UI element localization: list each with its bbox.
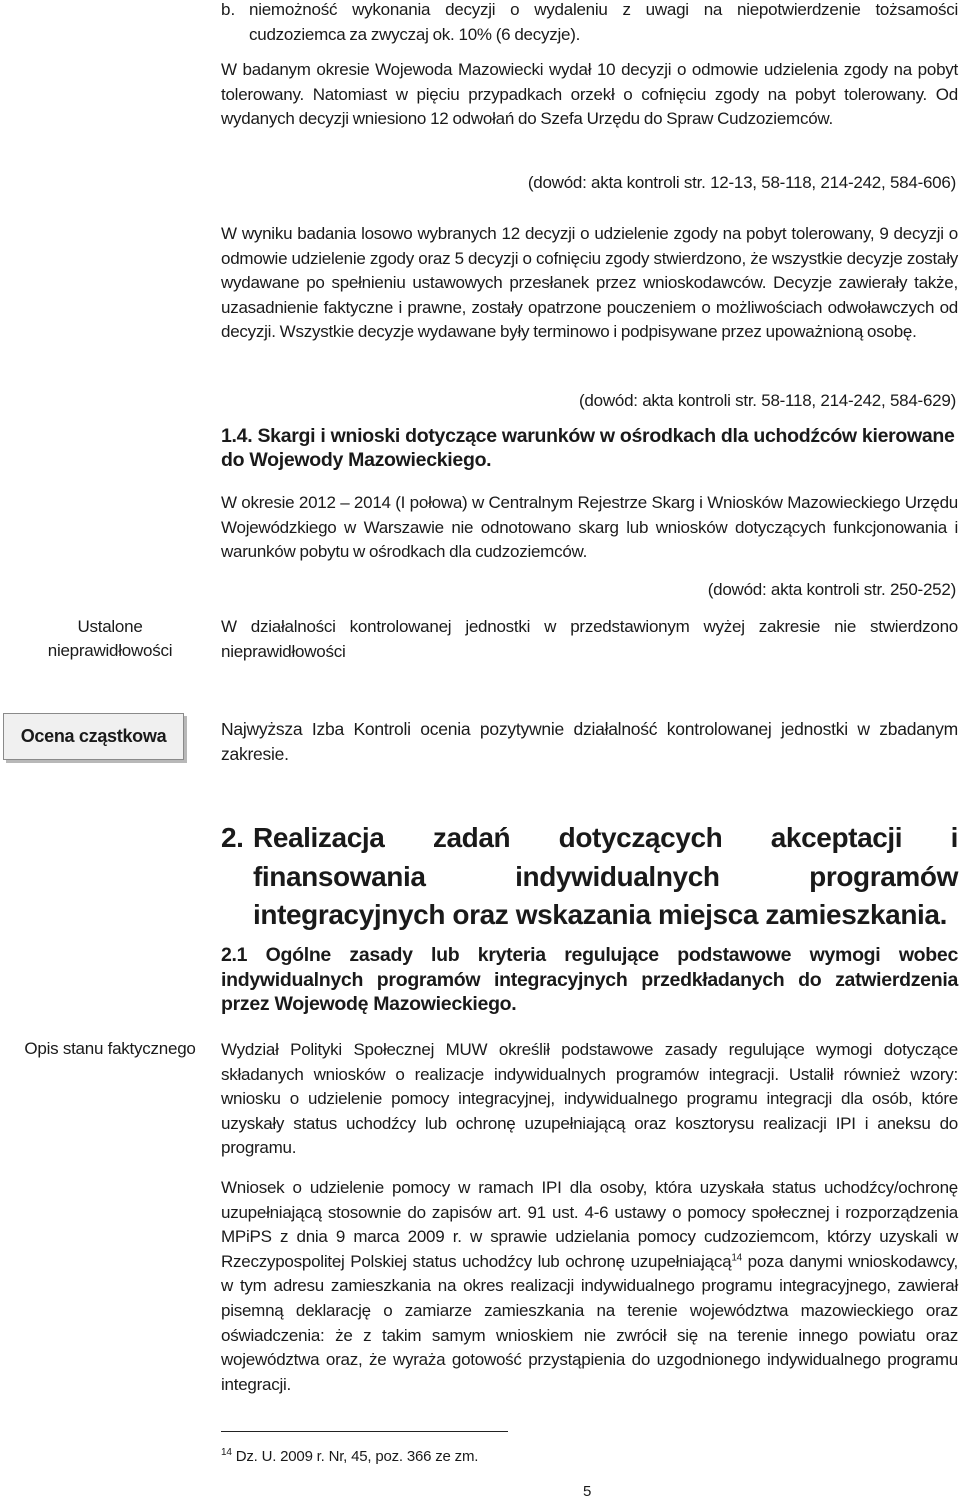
list-item-text: niemożność wykonania decyzji o wydaleniu z uwagi na niepotwierdzenie tożsamości cudzoziemca za zwyczaj ok. 10% (6 decyzje). [249,0,958,44]
footnote-text: Dz. U. 2009 r. Nr, 45, poz. 366 ze zm. [231,1448,479,1465]
side-label-facts: Opis stanu faktycznego [24,1039,196,1058]
list-marker: b. [221,0,236,19]
subsection-heading-2-1: 2.1 Ogólne zasady lub kryteria regulujące podstawowe wymogi wobec indywidualnych programów integracyjnych przedkładanych do zatwierdzenia przez Wojewodę Mazowieckiego. [221,944,958,1015]
paragraph-application [221,1176,958,1397]
paragraph-refusals: W badanym okresie Wojewoda Mazowiecki wydał 10 decyzji o odmowie udzielenia zgody na pobyt tolerowany. Natomiast w pięciu przypadkach orzekł o cofnięciu zgody na pobyt tolerowany. Od wydanych decyzji wniesiono 12 odwołań do Szefa Urzędu do Spraw Cudzoziemców. [221,60,958,128]
section-heading-2 [221,819,958,935]
list-item-b [221,0,958,47]
footnote-marker: 14 [221,1447,232,1458]
assessment-text: Najwyższa Izba Kontroli ocenia pozytywnie działalność kontrolowanej jednostki w zbadanym zakresie. [221,719,958,764]
paragraph-complaints: W okresie 2012 – 2014 (I połowa) w Centralnym Rejestrze Skarg i Wniosków Mazowieckiego Urzędu Wojewódzkiego w Warszawie nie odnotowano skarg lub wniosków dotyczących funkcjonowania i warunków pobytu w ośrodkach dla cudzoziemców. [221,493,958,561]
evidence-reference: (dowód: akta kontroli str. 12-13, 58-118, 214-242, 584-606) [527,173,956,192]
paragraph-text: Wniosek o udzielenie pomocy w ramach IPI dla osoby, która uzyskała status uchodźcy/ochronę uzupełniającą stosownie do zapisów art. 91 ust. 4-6 ustawy o pomocy społecznej i rozporządzenia MPiPS z dnia 9 marca 2009 r. w sprawie udzielania pomocy cudzoziemcom, którzy uzyskali w Rzeczypospolitej Polskiej status uchodźcy lub ochronę uzupełniającą [221,1178,958,1271]
assessment-label-box: Ocena cząstkowa [3,713,184,760]
paragraph-rules: Wydział Polityki Społecznej MUW określił podstawowe zasady regulujące wymogi dotyczące składanych wniosków o realizacje indywidualnych programów integracji. Ustalił również wzory: wniosku o udzielenie pomocy integracyjnej, indywidualnego programu integracji dla osób, które uzyskały status uchodźcy lub ochronę uzupełniającą oraz kosztorysu realizacji IPI i aneksu do programu. [221,1040,958,1157]
paragraph-sample-review: W wyniku badania losowo wybranych 12 decyzji o udzielenie zgody na pobyt tolerowany, 9 decyzji o odmowie udzielenie zgody oraz 5 decyzji o cofnięciu zgody stwierdzono, że wszystkie decyzje zostały wydawane po spełnieniu ustawowych przesłanek przez wnioskodawców. Decyzje zawierały także, uzasadnienie faktyczne i prawne, zostały opatrzone pouczeniem o możliwościach odwoławczych od decyzji. Wszystkie decyzje wydawane były terminowo i podpisywane przez upoważnioną osobę. [221,224,958,341]
paragraph-irregularities: W działalności kontrolowanej jednostki w przedstawionym wyżej zakresie nie stwierdzono nieprawidłowości [221,617,958,661]
footnote-separator [221,1431,508,1432]
page-number: 5 [583,1483,592,1500]
evidence-reference: (dowód: akta kontroli str. 58-118, 214-242, 584-629) [579,391,956,410]
evidence-reference: (dowód: akta kontroli str. 250-252) [707,580,956,599]
section-title: Realizacja zadań dotyczących akceptacji i finansowania indywidualnych programów integracyjnych oraz wskazania miejsca zamieszkania. [253,822,958,930]
paragraph-text: poza danymi wnioskodawcy, w tym adresu zamieszkania na okres realizacji indywidualnego programu integracyjnego, zawierał pisemną deklarację o zamiarze zamieszkania na terenie województwa mazowieckiego oraz oświadczenia: że z takim samym wnioskiem nie zwrócił się na terenie innego powiatu oraz województwa oraz, że wyraża gotowość przystąpienia do uzgodnionego indywidualnego programu integracji. [221,1251,958,1394]
side-label-irregularities: Ustalone nieprawidłowości [47,617,173,660]
footnote [221,1447,478,1467]
footnote-reference[interactable]: 14 [731,1252,742,1264]
section-heading-1-4: 1.4. Skargi i wnioski dotyczące warunków w ośrodkach dla uchodźców kierowane do Wojewody Mazowieckiego. [221,425,955,471]
section-number: 2. [221,822,244,853]
